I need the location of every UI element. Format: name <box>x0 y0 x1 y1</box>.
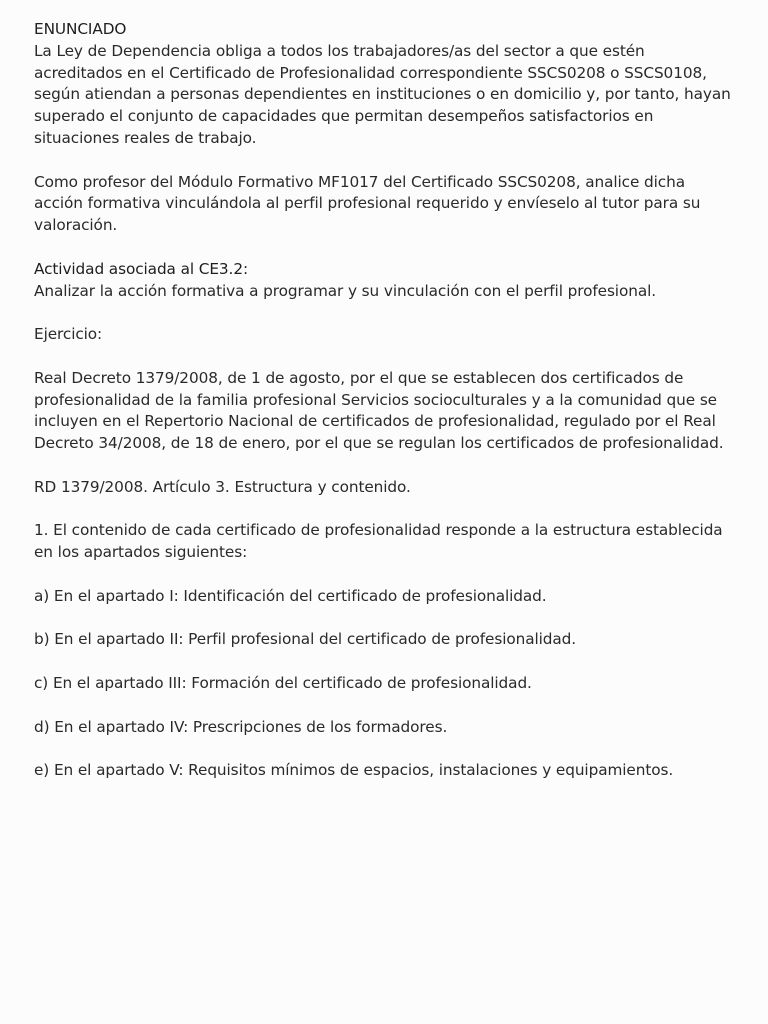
list-item <box>34 673 734 695</box>
decree-line: incluyen en el Repertorio Nacional de certificados de profesionalidad, regulado por el Real <box>34 412 716 431</box>
list-item <box>34 586 734 608</box>
list-item-text: a) En el apartado I: Identificación del certificado de profesionalidad. <box>34 586 547 605</box>
article-reference: RD 1379/2008. Artículo 3. Estructura y contenido. <box>34 477 411 496</box>
decree-paragraph <box>34 368 734 455</box>
list-item-text: c) En el apartado III: Formación del certificado de profesionalidad. <box>34 673 532 692</box>
list-item <box>34 717 734 739</box>
intro-line: situaciones reales de trabajo. <box>34 128 257 147</box>
exercise-label: Ejercicio: <box>34 325 103 344</box>
intro-section <box>34 19 734 150</box>
intro-line: acreditados en el Certificado de Profesionalidad correspondiente SSCS0208 o SSCS0108, <box>34 63 707 82</box>
task-line: valoración. <box>34 216 118 235</box>
list-item-text: e) En el apartado V: Requisitos mínimos de espacios, instalaciones y equipamientos. <box>34 761 674 780</box>
decree-line: Decreto 34/2008, de 18 de enero, por el que se regulan los certificados de profesionalidad. <box>34 434 724 453</box>
decree-line: profesionalidad de la familia profesional Servicios socioculturales y a la comunidad que se <box>34 390 717 409</box>
sections-list <box>34 586 734 782</box>
activity-section <box>34 259 734 303</box>
activity-title: Actividad asociada al CE3.2: <box>34 259 249 278</box>
task-line: Como profesor del Módulo Formativo MF1017 del Certificado SSCS0208, analice dicha <box>34 172 685 191</box>
decree-line: Real Decreto 1379/2008, de 1 de agosto, por el que se establecen dos certificados de <box>34 368 684 387</box>
document-heading: ENUNCIADO <box>34 20 127 38</box>
list-item <box>34 629 734 651</box>
task-line: acción formativa vinculándola al perfil profesional requerido y envíeselo al tutor para su <box>34 194 701 213</box>
list-item-text: d) En el apartado IV: Prescripciones de los formadores. <box>34 717 448 736</box>
point-one-paragraph <box>34 520 734 564</box>
list-item-text: b) En el apartado II: Perfil profesional del certificado de profesionalidad. <box>34 630 577 649</box>
point-one-line: en los apartados siguientes: <box>34 543 248 562</box>
intro-line: según atiendan a personas dependientes en instituciones o en domicilio y, por tanto, hayan <box>34 85 731 104</box>
point-one-line: 1. El contenido de cada certificado de profesionalidad responde a la estructura establecida <box>34 521 723 540</box>
list-item <box>34 760 734 782</box>
exercise-label-block <box>34 324 734 346</box>
intro-line: superado el conjunto de capacidades que permitan desempeños satisfactorios en <box>34 107 654 126</box>
activity-text: Analizar la acción formativa a programar y su vinculación con el perfil profesional. <box>34 281 656 300</box>
intro-line: La Ley de Dependencia obliga a todos los trabajadores/as del sector a que estén <box>34 41 645 60</box>
task-paragraph <box>34 172 734 237</box>
article-reference-block <box>34 477 734 499</box>
